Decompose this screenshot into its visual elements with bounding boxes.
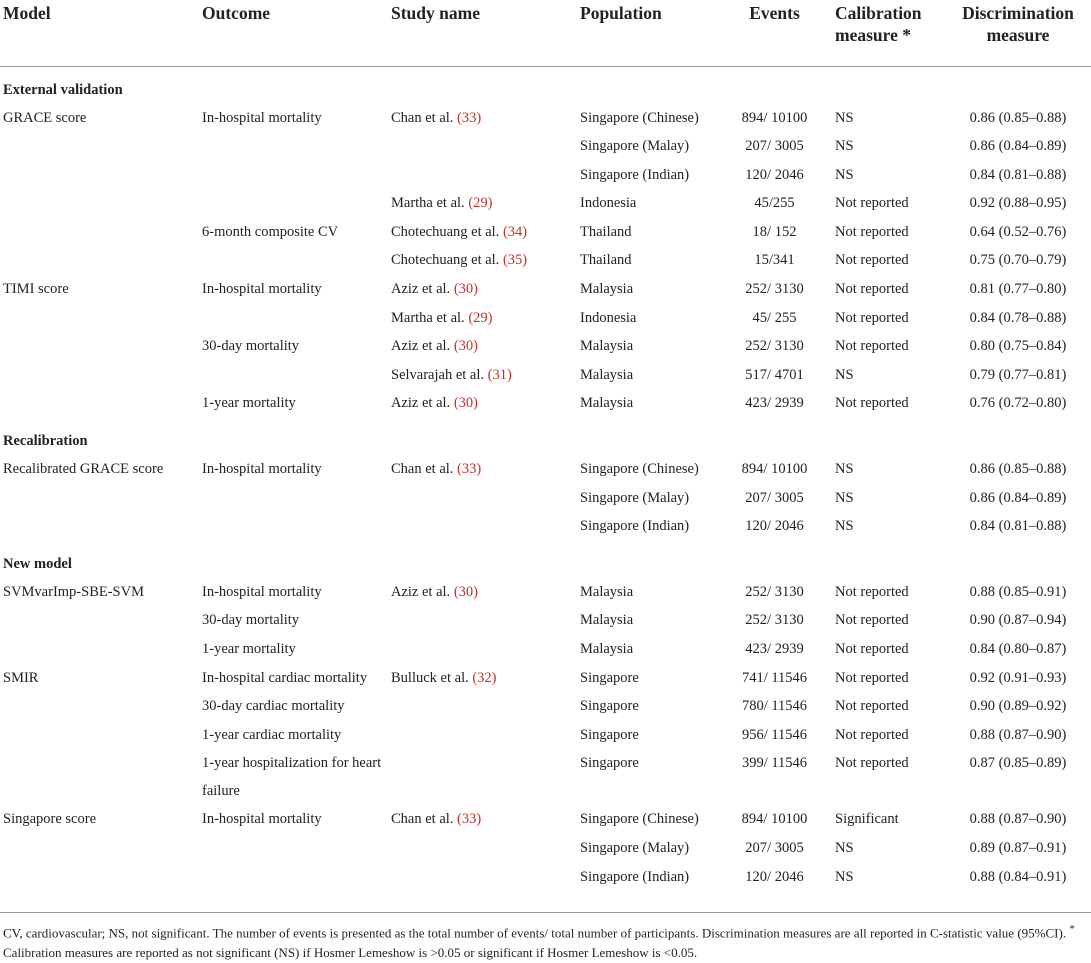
cell-model [0, 161, 199, 190]
cell-population: Thailand [580, 252, 632, 269]
reference-link[interactable]: (30) [453, 281, 478, 298]
cell-discrimination: 0.92 (0.88–0.95) [969, 195, 1067, 212]
table-row [0, 361, 1091, 390]
section-row [0, 541, 1091, 578]
cell-study [388, 512, 577, 541]
cell-events: 423/ 2939 [745, 395, 804, 412]
cell-population: Singapore (Indian) [580, 868, 690, 885]
cell-discrimination: 0.86 (0.84–0.89) [969, 138, 1067, 155]
cell-outcome [199, 161, 388, 190]
cell-calibration: Not reported [835, 281, 909, 298]
cell-population: Malaysia [580, 612, 634, 629]
cell-events: 15/341 [754, 252, 795, 269]
reference-link[interactable]: (32) [472, 669, 497, 686]
study-name: Aziz et al. [391, 281, 451, 298]
cell-study [388, 332, 577, 361]
cell-study [388, 484, 577, 513]
cell-model [0, 361, 199, 390]
header-study: Study name [388, 0, 577, 66]
header-calibration-label: Calibration measure [835, 3, 922, 45]
cell-events: 517/ 4701 [745, 366, 804, 383]
study-name: Aziz et al. [391, 395, 451, 412]
cell-population: Malaysia [580, 338, 634, 355]
table-row [0, 635, 1091, 664]
study-name: Aziz et al. [391, 583, 451, 600]
table-row [0, 606, 1091, 635]
table-row [0, 484, 1091, 513]
cell-events: 45/ 255 [752, 309, 797, 326]
header-discrimination: Discrimination measure [945, 0, 1091, 66]
reference-link[interactable]: (30) [453, 583, 478, 600]
cell-outcome: 30-day mortality [202, 612, 300, 629]
cell-events: 423/ 2939 [745, 641, 804, 657]
cell-model [0, 606, 199, 635]
header-calibration-mark: * [902, 25, 911, 45]
study-name: Chan et al. [391, 109, 454, 126]
cell-events: 252/ 3130 [745, 612, 804, 629]
cell-discrimination: 0.84 (0.81–0.88) [969, 518, 1067, 535]
cell-discrimination: 0.90 (0.89–0.92) [969, 698, 1067, 715]
cell-study [388, 805, 577, 834]
table-row [0, 332, 1091, 361]
table-row [0, 721, 1091, 750]
table-row [0, 863, 1091, 892]
section-row [0, 66, 1091, 104]
cell-calibration: Not reported [835, 698, 909, 715]
header-row [0, 0, 1091, 66]
study-name: Selvarajah et al. [391, 366, 484, 383]
header-outcome: Outcome [199, 0, 388, 66]
table-row [0, 455, 1091, 484]
reference-link[interactable]: (29) [468, 195, 493, 212]
cell-model [0, 132, 199, 161]
cell-study [388, 161, 577, 190]
study-name: Martha et al. [391, 195, 465, 212]
cell-outcome [199, 834, 388, 863]
cell-discrimination: 0.88 (0.87–0.90) [969, 811, 1067, 828]
cell-events: 120/ 2046 [745, 518, 804, 535]
cell-discrimination: 0.80 (0.75–0.84) [969, 338, 1067, 355]
cell-model [0, 749, 199, 805]
cell-population: Indonesia [580, 195, 637, 212]
table-row [0, 104, 1091, 133]
cell-discrimination: 0.92 (0.91–0.93) [969, 669, 1067, 686]
cell-study [388, 246, 577, 275]
cell-outcome: In-hospital mortality [202, 583, 322, 600]
cell-population: Singapore (Malay) [580, 138, 690, 155]
cell-model: SMIR [3, 669, 39, 686]
cell-population: Singapore [580, 669, 639, 686]
reference-link[interactable]: (33) [457, 109, 482, 126]
table-row [0, 749, 1091, 805]
reference-link[interactable]: (29) [468, 309, 493, 326]
cell-calibration: NS [835, 461, 854, 478]
table-row [0, 834, 1091, 863]
footnote-line2: Calibration measures are reported as not significant (NS) if Hosmer Lemeshow is >0.05 or significant if Hosmer Lemeshow is <0.05. [3, 945, 698, 961]
cell-study [388, 635, 577, 664]
cell-discrimination: 0.76 (0.72–0.80) [969, 395, 1067, 412]
cell-population: Singapore (Malay) [580, 489, 690, 506]
cell-events: 741/ 11546 [741, 669, 808, 686]
cell-calibration: Not reported [835, 338, 909, 355]
cell-calibration: Significant [835, 811, 899, 828]
study-name: Chotechuang et al. [391, 223, 500, 240]
header-population: Population [577, 0, 717, 66]
section-heading: External validation [3, 81, 123, 98]
cell-outcome: In-hospital mortality [202, 461, 322, 478]
cell-outcome [199, 863, 388, 892]
cell-outcome [199, 361, 388, 390]
cell-study [388, 389, 577, 418]
cell-discrimination: 0.75 (0.70–0.79) [969, 252, 1067, 269]
cell-calibration: Not reported [835, 252, 909, 269]
cell-events: 252/ 3130 [745, 281, 804, 298]
cell-discrimination: 0.81 (0.77–0.80) [969, 281, 1067, 298]
cell-population: Singapore (Indian) [580, 518, 690, 535]
cell-population: Malaysia [580, 366, 634, 383]
cell-outcome: 1-year cardiac mortality [202, 726, 342, 743]
cell-calibration: NS [835, 518, 854, 535]
cell-outcome: 1-year mortality [202, 395, 296, 412]
cell-model [0, 389, 199, 418]
table-row [0, 304, 1091, 333]
cell-population: Malaysia [580, 641, 634, 657]
table-row [0, 692, 1091, 721]
cell-discrimination: 0.90 (0.87–0.94) [969, 612, 1067, 629]
cell-events: 18/ 152 [752, 223, 797, 240]
cell-calibration: NS [835, 109, 854, 126]
cell-outcome [199, 189, 388, 218]
table-row [0, 132, 1091, 161]
cell-population: Malaysia [580, 395, 634, 412]
cell-calibration: NS [835, 839, 854, 856]
cell-events: 780/ 11546 [741, 698, 808, 715]
cell-discrimination: 0.84 (0.80–0.87) [969, 641, 1067, 657]
cell-calibration: NS [835, 166, 854, 183]
cell-study [388, 361, 577, 390]
study-name: Aziz et al. [391, 338, 451, 355]
table-row [0, 275, 1091, 304]
cell-events: 120/ 2046 [745, 166, 804, 183]
cell-population: Malaysia [580, 583, 634, 600]
cell-model [0, 834, 199, 863]
cell-model: Recalibrated GRACE score [3, 461, 164, 478]
cell-outcome [199, 512, 388, 541]
cell-discrimination: 0.84 (0.81–0.88) [969, 166, 1067, 183]
table-row [0, 389, 1091, 418]
cell-study [388, 721, 577, 750]
table-row [0, 189, 1091, 218]
table-row [0, 246, 1091, 275]
cell-population: Singapore [580, 726, 639, 743]
cell-events: 207/ 3005 [745, 489, 804, 506]
reference-link[interactable]: (33) [457, 811, 482, 828]
cell-events: 207/ 3005 [745, 138, 804, 155]
cell-model [0, 304, 199, 333]
cell-population: Singapore (Chinese) [580, 461, 699, 478]
reference-link[interactable]: (30) [453, 395, 478, 412]
cell-population: Singapore (Indian) [580, 166, 690, 183]
cell-study [388, 304, 577, 333]
cell-population: Singapore [580, 698, 639, 715]
cell-study [388, 749, 577, 805]
cell-discrimination: 0.64 (0.52–0.76) [969, 223, 1067, 240]
cell-calibration: Not reported [835, 309, 909, 326]
cell-study [388, 664, 577, 693]
cell-study [388, 692, 577, 721]
cell-events: 894/ 10100 [741, 811, 808, 828]
cell-discrimination: 0.88 (0.85–0.91) [969, 583, 1067, 600]
cell-model: SVMvarImp-SBE-SVM [3, 583, 144, 600]
section-heading: New model [3, 555, 72, 572]
cell-discrimination: 0.86 (0.85–0.88) [969, 109, 1067, 126]
cell-model [0, 484, 199, 513]
cell-model [0, 721, 199, 750]
cell-events: 894/ 10100 [741, 461, 808, 478]
cell-discrimination: 0.88 (0.87–0.90) [969, 726, 1067, 743]
study-name: Chotechuang et al. [391, 252, 500, 269]
cell-outcome: In-hospital cardiac mortality [202, 669, 368, 686]
cell-outcome [199, 484, 388, 513]
cell-discrimination: 0.89 (0.87–0.91) [969, 839, 1067, 856]
cell-calibration: NS [835, 489, 854, 506]
cell-calibration: NS [835, 138, 854, 155]
cell-population: Singapore (Chinese) [580, 109, 699, 126]
study-name: Chan et al. [391, 811, 454, 828]
table-footnote [0, 912, 1091, 963]
cell-model [0, 692, 199, 721]
cell-outcome: In-hospital mortality [202, 811, 322, 828]
cell-calibration: Not reported [835, 195, 909, 212]
cell-population: Thailand [580, 223, 632, 240]
cell-study [388, 104, 577, 133]
cell-model [0, 512, 199, 541]
cell-calibration: Not reported [835, 612, 909, 629]
cell-calibration: Not reported [835, 755, 909, 772]
cell-population: Singapore (Malay) [580, 839, 690, 856]
cell-calibration: Not reported [835, 583, 909, 600]
cell-study [388, 455, 577, 484]
section-heading: Recalibration [3, 433, 88, 450]
table-row [0, 805, 1091, 834]
cell-study [388, 863, 577, 892]
cell-events: 252/ 3130 [745, 338, 804, 355]
cell-outcome [199, 132, 388, 161]
cell-events: 894/ 10100 [741, 109, 808, 126]
reference-link[interactable]: (35) [502, 252, 528, 269]
table-body [0, 66, 1091, 891]
header-calibration [832, 0, 945, 66]
cell-model [0, 189, 199, 218]
cell-discrimination: 0.87 (0.85–0.89) [969, 755, 1067, 772]
cell-discrimination: 0.88 (0.84–0.91) [969, 868, 1067, 885]
cell-events: 956/ 11546 [741, 726, 808, 743]
study-name: Bulluck et al. [391, 669, 469, 686]
cell-study [388, 834, 577, 863]
cell-events: 399/ 11546 [741, 755, 808, 772]
cell-calibration: NS [835, 868, 854, 885]
cell-model: TIMI score [3, 281, 69, 298]
cell-population: Indonesia [580, 309, 637, 326]
cell-discrimination: 0.86 (0.85–0.88) [969, 461, 1067, 478]
reference-link[interactable]: (33) [457, 461, 482, 478]
study-name: Chan et al. [391, 461, 454, 478]
cell-discrimination: 0.84 (0.78–0.88) [969, 309, 1067, 326]
cell-model [0, 218, 199, 247]
cell-calibration: Not reported [835, 641, 909, 657]
table-row [0, 512, 1091, 541]
cell-model [0, 332, 199, 361]
table-row [0, 161, 1091, 190]
cell-population: Malaysia [580, 281, 634, 298]
cell-model [0, 246, 199, 275]
reference-link[interactable]: (30) [453, 338, 478, 355]
cell-study [388, 578, 577, 607]
cell-outcome: 1-year mortality [202, 641, 296, 657]
table-row [0, 664, 1091, 693]
cell-outcome: 30-day mortality [202, 338, 300, 355]
table-row [0, 218, 1091, 247]
cell-outcome: 1-year hospitalization for heart failure [202, 755, 382, 800]
section-row [0, 418, 1091, 455]
cell-discrimination: 0.79 (0.77–0.81) [969, 366, 1067, 383]
cell-outcome: 6-month composite CV [202, 223, 339, 240]
cell-study [388, 132, 577, 161]
footnote-line1: CV, cardiovascular; NS, not significant. The number of events is presented as the total number of events/ total number of participants. Discrimination measures are all reported in C-statistic value (95%CI). [3, 925, 1067, 941]
table-row [0, 578, 1091, 607]
cell-study [388, 275, 577, 304]
cell-outcome [199, 246, 388, 275]
cell-discrimination: 0.86 (0.84–0.89) [969, 489, 1067, 506]
footnote-mark: * [1069, 923, 1075, 935]
cell-events: 207/ 3005 [745, 839, 804, 856]
cell-population: Singapore [580, 755, 639, 772]
header-model: Model [0, 0, 199, 66]
cell-calibration: Not reported [835, 726, 909, 743]
cell-calibration: Not reported [835, 669, 909, 686]
cell-population: Singapore (Chinese) [580, 811, 699, 828]
cell-calibration: Not reported [835, 395, 909, 412]
reference-link[interactable]: (34) [502, 223, 528, 240]
cell-events: 120/ 2046 [745, 868, 804, 885]
cell-calibration: Not reported [835, 223, 909, 240]
cell-model [0, 635, 199, 664]
header-events: Events [717, 0, 832, 66]
cell-outcome [199, 304, 388, 333]
cell-model [0, 863, 199, 892]
cell-calibration: NS [835, 366, 854, 383]
cell-study [388, 189, 577, 218]
cell-study [388, 218, 577, 247]
cell-model: GRACE score [3, 109, 87, 126]
cell-outcome: 30-day cardiac mortality [202, 698, 345, 715]
cell-study [388, 606, 577, 635]
study-name: Martha et al. [391, 309, 465, 326]
cell-outcome: In-hospital mortality [202, 109, 322, 126]
cell-events: 45/255 [754, 195, 795, 212]
cell-outcome: In-hospital mortality [202, 281, 322, 298]
reference-link[interactable]: (31) [487, 366, 512, 383]
cell-events: 252/ 3130 [745, 583, 804, 600]
cell-model: Singapore score [3, 811, 97, 828]
